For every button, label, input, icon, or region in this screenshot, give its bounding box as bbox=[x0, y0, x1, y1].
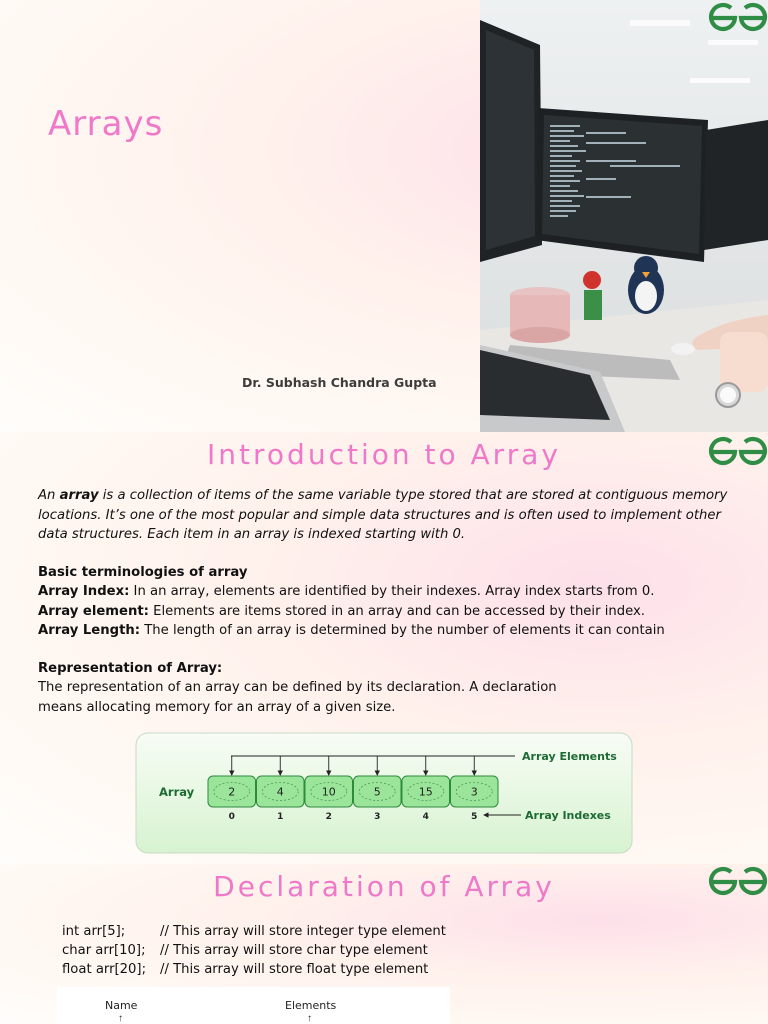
array-index-value: 4 bbox=[422, 812, 429, 822]
array-indexes-label: Array Indexes bbox=[525, 809, 611, 822]
slide-title-introduction: Introduction to Array bbox=[207, 438, 561, 471]
declaration-slide bbox=[0, 864, 768, 1024]
up-arrow-icon: ↑ bbox=[307, 1013, 312, 1024]
title-slide bbox=[0, 0, 768, 432]
geeksforgeeks-logo-icon bbox=[708, 434, 768, 468]
geeksforgeeks-logo-icon bbox=[708, 0, 768, 34]
array-index-value: 3 bbox=[374, 812, 381, 822]
diagram-name-label: Name bbox=[105, 999, 138, 1012]
slide-title-declaration: Declaration of Array bbox=[213, 870, 555, 903]
array-element-value: 15 bbox=[418, 785, 433, 799]
array-label: Array bbox=[159, 785, 195, 799]
declaration-diagram bbox=[57, 987, 450, 1024]
slide-title-arrays: Arrays bbox=[48, 104, 164, 144]
array-element-value: 2 bbox=[228, 785, 236, 799]
array-element-value: 5 bbox=[373, 785, 381, 799]
diagram-elements-label: Elements bbox=[285, 999, 337, 1012]
array-element-value: 3 bbox=[470, 785, 478, 799]
declaration-line-float: float arr[20]; // This array will store float type element bbox=[62, 962, 429, 978]
array-diagram bbox=[135, 732, 633, 856]
declaration-line-char: char arr[10]; // This array will store char type element bbox=[62, 943, 428, 959]
term-array-index: Array Index: In an array, elements are identified by their indexes. Array index starts from 0. bbox=[38, 584, 655, 599]
array-index-value: 5 bbox=[471, 812, 478, 822]
office-computer-photo bbox=[480, 0, 768, 432]
array-index-value: 0 bbox=[228, 812, 235, 822]
array-index-value: 2 bbox=[325, 812, 332, 822]
array-element-value: 4 bbox=[276, 785, 284, 799]
array-elements-label: Array Elements bbox=[522, 750, 617, 763]
term-array-element: Array element: Elements are items stored in an array and can be accessed by their index. bbox=[38, 603, 645, 619]
representation-heading: Representation of Array: bbox=[38, 660, 223, 676]
author-name: Dr. Subhash Chandra Gupta bbox=[242, 375, 437, 390]
declaration-line-int: int arr[5]; // This array will store integer type element bbox=[62, 924, 446, 939]
representation-text: The representation of an array can be defined by its declaration. A declaration means allocating memory for an array of a given size. bbox=[38, 680, 557, 715]
array-index-value: 1 bbox=[277, 812, 284, 822]
introduction-body bbox=[38, 486, 728, 717]
declaration-examples bbox=[62, 922, 446, 980]
array-definition: An array is a collection of items of the same variable type stored that are stored at contiguous memory locations. It’s one of the most popular and simple data structures and is often used to implement other data structures. Each item in an array is indexed starting with 0. bbox=[38, 488, 728, 542]
introduction-slide bbox=[0, 432, 768, 864]
geeksforgeeks-logo-icon bbox=[708, 864, 768, 898]
array-element-value: 10 bbox=[321, 785, 336, 799]
terms-heading: Basic terminologies of array bbox=[38, 564, 248, 580]
term-array-length: Array Length: The length of an array is determined by the number of elements it can contain bbox=[38, 623, 665, 638]
up-arrow-icon: ↑ bbox=[118, 1013, 123, 1024]
